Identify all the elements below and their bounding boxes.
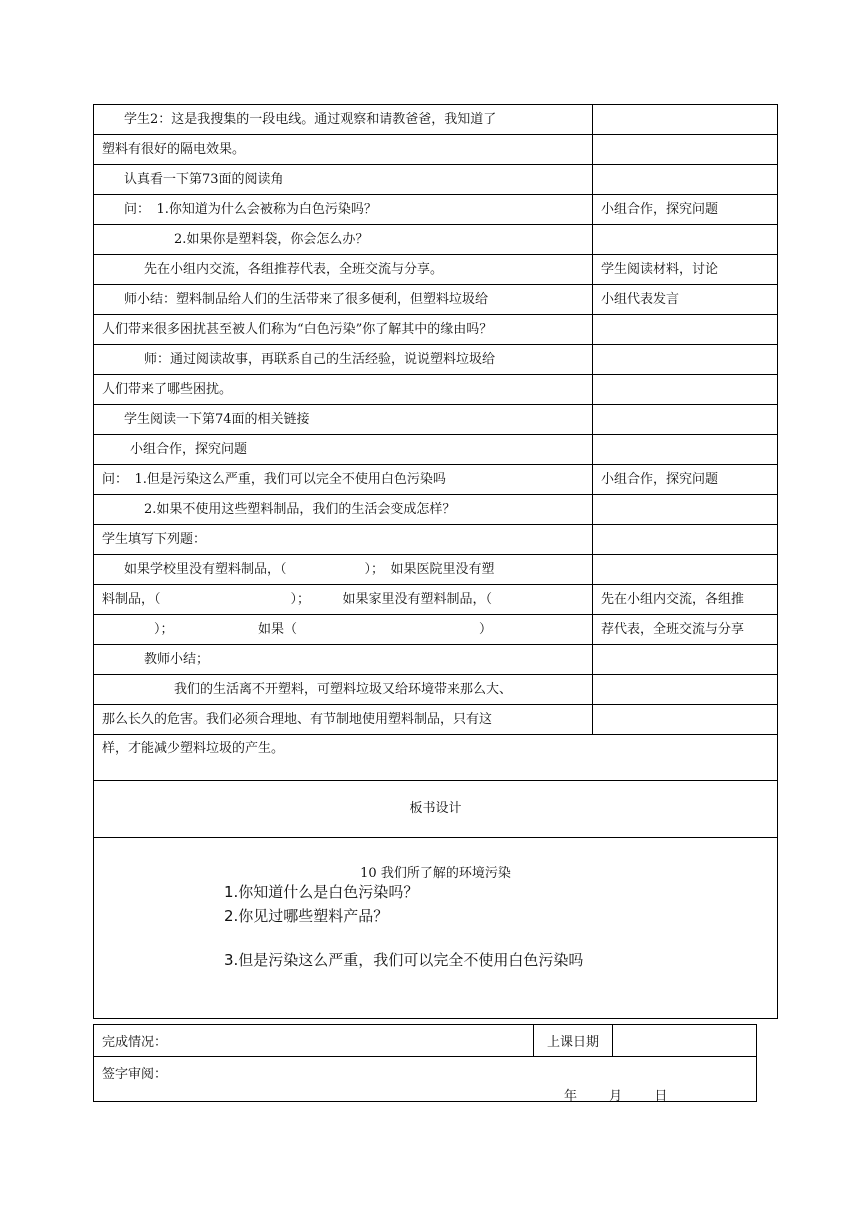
row-side-text xyxy=(593,675,778,705)
row-main-text: 塑料有很好的隔电效果。 xyxy=(94,135,593,165)
table-row xyxy=(94,585,778,615)
row-side-text xyxy=(593,645,778,675)
table-row xyxy=(94,345,778,375)
row-main-text: 如果学校里没有塑料制品，（ ）； 如果医院里没有塑 xyxy=(94,555,593,585)
review-cell xyxy=(94,1057,757,1102)
year-label: 年 xyxy=(564,1089,578,1104)
row-side-text xyxy=(593,105,778,135)
row-side-text xyxy=(593,375,778,405)
closing-text: 样，才能减少塑料垃圾的产生。 xyxy=(94,735,778,781)
table-row xyxy=(94,315,778,345)
board-heading: 板书设计 xyxy=(94,781,778,838)
table-row xyxy=(94,1057,757,1102)
table-row xyxy=(94,105,778,135)
row-main-text: ）； 如果（ ） xyxy=(94,615,593,645)
table-row xyxy=(94,495,778,525)
table-row xyxy=(94,285,778,315)
table-row xyxy=(94,165,778,195)
row-side-text xyxy=(593,435,778,465)
row-side-text: 学生阅读材料，讨论 xyxy=(593,255,778,285)
board-item: 2.你见过哪些塑料产品？ xyxy=(224,907,389,925)
table-row xyxy=(94,1025,757,1057)
closing-row xyxy=(94,735,778,781)
row-main-text: 2.如果不使用这些塑料制品，我们的生活会变成怎样？ xyxy=(94,495,593,525)
row-side-text xyxy=(593,405,778,435)
table-row xyxy=(94,375,778,405)
board-body-row xyxy=(94,838,778,1019)
review-date xyxy=(564,1085,695,1104)
row-main-text: 师：通过阅读故事，再联系自己的生活经验，说说塑料垃圾给 xyxy=(94,345,593,375)
class-date-value xyxy=(613,1025,757,1057)
row-side-text xyxy=(593,345,778,375)
board-heading-row xyxy=(94,781,778,838)
row-main-text: 学生2：这是我搜集的一段电线。通过观察和请教爸爸，我知道了 xyxy=(94,105,593,135)
table-row xyxy=(94,225,778,255)
row-main-text: 认真看一下第73面的阅读角 xyxy=(94,165,593,195)
table-row xyxy=(94,675,778,705)
row-side-text xyxy=(593,705,778,735)
board-item: 3.但是污染这么严重，我们可以完全不使用白色污染吗 xyxy=(224,951,584,969)
completion-label: 完成情况： xyxy=(94,1025,534,1057)
row-main-text: 先在小组内交流，各组推荐代表，全班交流与分享。 xyxy=(94,255,593,285)
board-item: 1.你知道什么是白色污染吗？ xyxy=(224,883,419,901)
row-side-text: 荐代表，全班交流与分享 xyxy=(593,615,778,645)
row-main-text: 教师小结； xyxy=(94,645,593,675)
table-row xyxy=(94,465,778,495)
row-side-text: 先在小组内交流，各组推 xyxy=(593,585,778,615)
row-main-text: 小组合作，探究问题 xyxy=(94,435,593,465)
row-main-text: 2.如果你是塑料袋，你会怎么办？ xyxy=(94,225,593,255)
row-main-text: 人们带来很多困扰甚至被人们称为“白色污染”你了解其中的缘由吗？ xyxy=(94,315,593,345)
month-label: 月 xyxy=(609,1089,623,1104)
row-side-text: 小组合作，探究问题 xyxy=(593,465,778,495)
lesson-table xyxy=(93,104,778,1019)
row-main-text: 学生阅读一下第74面的相关链接 xyxy=(94,405,593,435)
table-row xyxy=(94,405,778,435)
table-row xyxy=(94,195,778,225)
row-main-text: 料制品，（ ）； 如果家里没有塑料制品，（ xyxy=(94,585,593,615)
board-title: 10 我们所了解的环境污染 xyxy=(360,866,511,881)
row-main-text: 那么长久的危害。我们必须合理地、有节制地使用塑料制品，只有这 xyxy=(94,705,593,735)
table-row xyxy=(94,525,778,555)
row-side-text xyxy=(593,525,778,555)
row-side-text xyxy=(593,315,778,345)
table-row xyxy=(94,705,778,735)
row-side-text xyxy=(593,495,778,525)
row-side-text xyxy=(593,135,778,165)
table-row xyxy=(94,555,778,585)
row-main-text: 人们带来了哪些困扰。 xyxy=(94,375,593,405)
row-side-text xyxy=(593,225,778,255)
table-row xyxy=(94,255,778,285)
row-side-text xyxy=(593,555,778,585)
row-main-text: 我们的生活离不开塑料，可塑料垃圾又给环境带来那么大、 xyxy=(94,675,593,705)
table-row xyxy=(94,435,778,465)
table-row xyxy=(94,645,778,675)
lesson-rows xyxy=(94,105,778,1019)
table-row xyxy=(94,135,778,165)
table-row xyxy=(94,615,778,645)
row-main-text: 问： 1.但是污染这么严重，我们可以完全不使用白色污染吗 xyxy=(94,465,593,495)
row-main-text: 师小结：塑料制品给人们的生活带来了很多便利，但塑料垃圾给 xyxy=(94,285,593,315)
row-main-text: 学生填写下列题： xyxy=(94,525,593,555)
row-side-text: 小组合作，探究问题 xyxy=(593,195,778,225)
review-label: 签字审阅： xyxy=(102,1067,168,1082)
row-side-text: 小组代表发言 xyxy=(593,285,778,315)
row-main-text: 问： 1.你知道为什么会被称为白色污染吗？ xyxy=(94,195,593,225)
row-side-text xyxy=(593,165,778,195)
footer-table xyxy=(93,1024,757,1102)
day-label: 日 xyxy=(654,1089,668,1104)
board-design xyxy=(94,838,778,1019)
class-date-label: 上课日期 xyxy=(534,1025,613,1057)
